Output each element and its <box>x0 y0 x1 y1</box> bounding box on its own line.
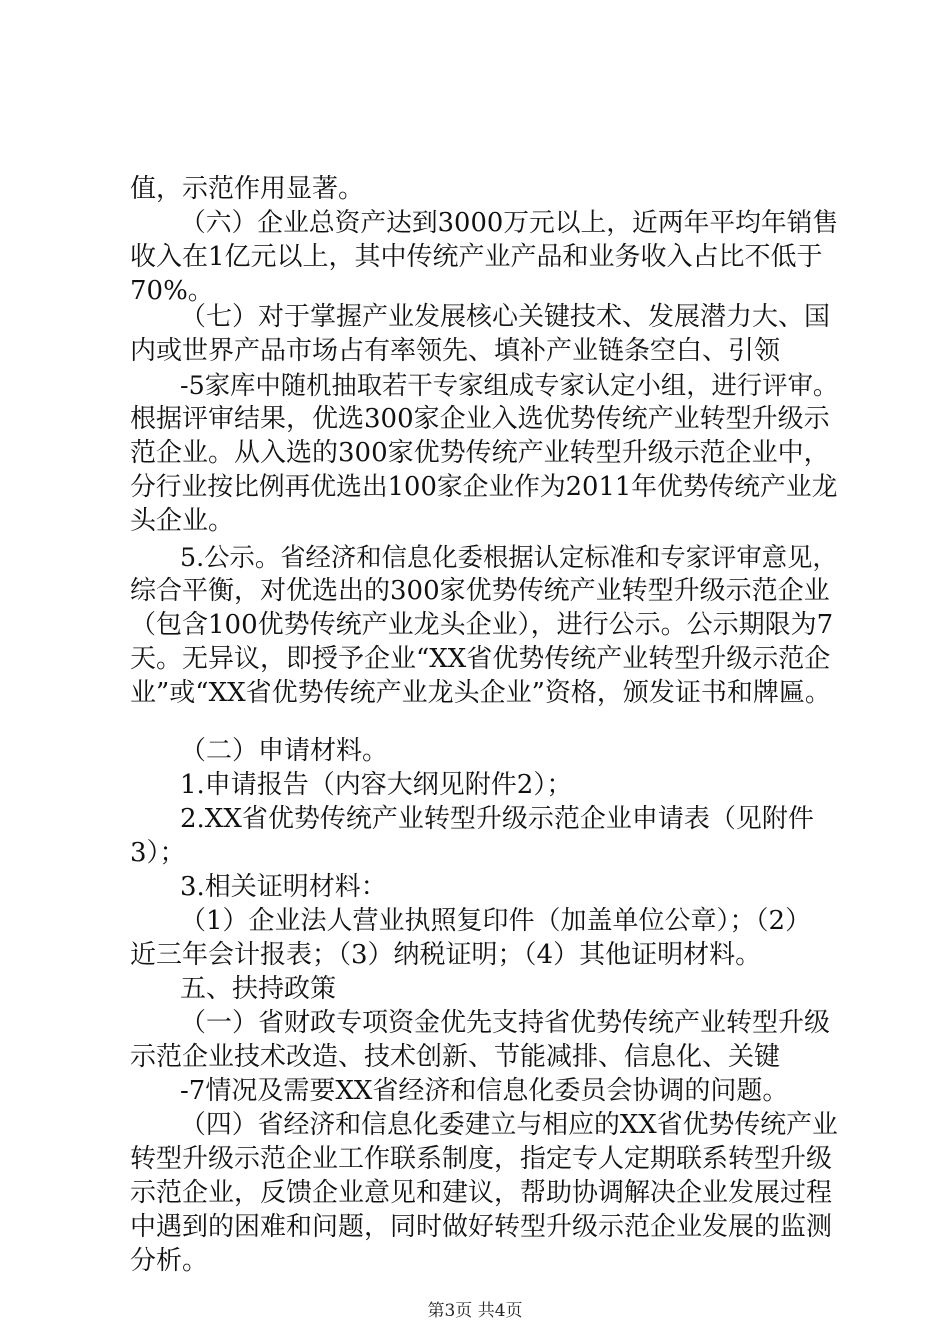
body-line: 收入在1亿元以上，其中传统产业产品和业务收入占比不低于 <box>130 242 823 272</box>
body-line: 值，示范作用显著。 <box>130 174 365 204</box>
body-line: 转型升级示范企业工作联系制度，指定专人定期联系转型升级 <box>130 1144 833 1174</box>
body-line: 头企业。 <box>130 506 235 536</box>
body-line: 综合平衡，对优选出的300家优势传统产业转型升级示范企业 <box>130 576 830 606</box>
body-line: 范企业。从入选的300家优势传统产业转型升级示范企业中， <box>130 438 830 468</box>
body-line: （包含100优势传统产业龙头企业），进行公示。公示期限为7 <box>130 610 834 640</box>
section-heading: （二）申请材料。 <box>180 736 389 766</box>
body-line: 近三年会计报表；（3）纳税证明；（4）其他证明材料。 <box>130 940 762 970</box>
body-line: 2.XX省优势传统产业转型升级示范企业申请表（见附件 <box>180 804 814 834</box>
body-line: 中遇到的困难和问题，同时做好转型升级示范企业发展的监测 <box>130 1212 833 1242</box>
body-line: 业”或“XX省优势传统产业龙头企业”资格，颁发证书和牌匾。 <box>130 678 831 708</box>
body-line: -5家库中随机抽取若干专家组成专家认定小组，进行评审。 <box>180 370 839 400</box>
body-line: 1.申请报告（内容大纲见附件2）； <box>180 770 573 800</box>
body-line: （六）企业总资产达到3000万元以上，近两年平均年销售 <box>180 208 839 238</box>
body-line: 示范企业，反馈企业意见和建议，帮助协调解决企业发展过程 <box>130 1178 833 1208</box>
body-line: 分析。 <box>130 1246 209 1276</box>
page-footer: 第3页 共4页 <box>427 1301 523 1321</box>
body-line: （四）省经济和信息化委建立与相应的XX省优势传统产业 <box>180 1110 838 1140</box>
body-line: -7情况及需要XX省经济和信息化委员会协调的问题。 <box>180 1076 789 1106</box>
body-line: 70%。 <box>130 276 214 306</box>
body-line: （1）企业法人营业执照复印件（加盖单位公章）；（2） <box>180 906 812 936</box>
body-line: （一）省财政专项资金优先支持省优势传统产业转型升级 <box>180 1008 831 1038</box>
body-line: 根据评审结果，优选300家企业入选优势传统产业转型升级示 <box>130 404 830 434</box>
body-line: 分行业按比例再优选出100家企业作为2011年优势传统产业龙 <box>130 472 838 502</box>
body-line: 天。无异议，即授予企业“XX省优势传统产业转型升级示范企 <box>130 644 831 674</box>
body-line: （七）对于掌握产业发展核心关键技术、发展潜力大、国 <box>180 302 831 332</box>
body-line: 示范企业技术改造、技术创新、节能减排、信息化、关键 <box>130 1042 781 1072</box>
body-line: 3）； <box>130 838 186 868</box>
section-heading: 五、扶持政策 <box>180 974 337 1004</box>
body-line: 5.公示。省经济和信息化委根据认定标准和专家评审意见， <box>180 542 838 572</box>
body-line: 3.相关证明材料： <box>180 872 387 902</box>
body-line: 内或世界产品市场占有率领先、填补产业链条空白、引领 <box>130 336 781 366</box>
